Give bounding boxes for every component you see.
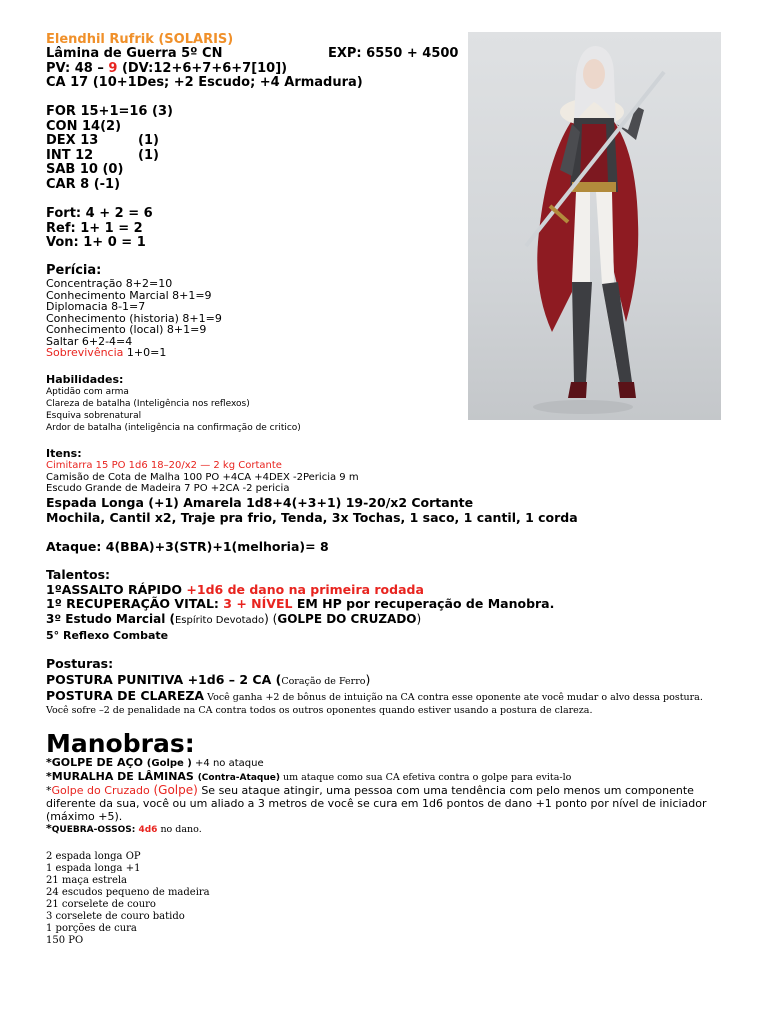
attr-label: DEX 13 (46, 133, 99, 148)
ability-item: Esquiva sobrenatural (46, 411, 142, 421)
posture-clareza (46, 689, 726, 717)
maneuver-3 (46, 784, 726, 823)
inventory-item: 21 maça estrela (46, 875, 128, 886)
maneuver-1 (46, 757, 726, 771)
skills-title: Perícia: (46, 263, 102, 278)
attr-label: FOR 15+1=16 (3) (46, 104, 173, 119)
class-level (46, 47, 466, 62)
item-longsword: Espada Longa (+1) Amarela 1d8+4(+3+1) 19-20/x2 Cortante (46, 494, 474, 510)
hp-rest: (DV:12+6+7+6+7[10]) (117, 60, 288, 76)
maneuver-effect: +4 no ataque (191, 758, 264, 769)
character-portrait (468, 32, 721, 420)
maneuver-bullet: * (46, 822, 52, 835)
save-von: Von: 1+ 0 = 1 (46, 235, 146, 250)
maneuver-type: (Golpe ) (146, 758, 192, 769)
maneuver-effect: no dano. (157, 824, 202, 835)
attr-mod: (1) (138, 147, 159, 163)
skill-item: Conhecimento Marcial 8+1=9 (46, 288, 212, 302)
attr-label: SAB 10 (0) (46, 162, 124, 177)
abilities-title: Habilidades: (46, 373, 124, 386)
save-fort: Fort: 4 + 2 = 6 (46, 206, 153, 221)
talent-name: 1ºASSALTO RÁPIDO (46, 581, 187, 597)
exp-value: EXP: 6550 + 4500 (328, 46, 459, 61)
maneuver-name: *GOLPE DE AÇO (46, 756, 147, 769)
inventory-item: 24 escudos pequeno de madeira (46, 887, 210, 898)
ability-item: Clareza de batalha (Inteligência nos reflexos) (46, 399, 250, 409)
item-gear: Mochila, Cantil x2, Traje pra frio, Tenda, 3x Tochas, 1 saco, 1 cantil, 1 corda (46, 509, 578, 525)
header (46, 33, 466, 91)
hit-points (46, 62, 466, 77)
maneuver-type: (Golpe) (149, 783, 198, 797)
maneuver-effect: um ataque como sua CA efetiva contra o golpe para evita-lo (279, 771, 572, 783)
item-scimitar: Cimitarra 15 PO 1d6 18–20/x2 — 2 kg Cortante (46, 460, 282, 471)
attack-section (46, 540, 726, 555)
talent-paren: ) ( (264, 611, 278, 626)
attributes (46, 105, 466, 192)
maneuver-bullet: * (46, 784, 52, 797)
talent-name: 3º Estudo Marcial ( (46, 611, 175, 626)
attr-car (46, 178, 466, 193)
class-level-text: Lâmina de Guerra 5º CN (46, 46, 223, 61)
hp-damage: 9 (108, 60, 118, 76)
talent-source: Espírito Devotado (174, 614, 265, 626)
inventory-item: 150 PO (46, 935, 84, 946)
skill-item: Saltar 6+2-4=4 (46, 334, 133, 348)
talents-section (46, 568, 726, 643)
maneuver-4 (46, 823, 726, 837)
maneuver-name: *MURALHA DE LÂMINAS (46, 769, 198, 783)
skills-section (46, 264, 466, 359)
ability-item: Aptidão com arma (46, 387, 129, 397)
talent-rest: EM HP por recuperação de Manobra. (292, 596, 555, 611)
posture-description: Você ganha +2 de bônus de intuição na CA contra esse oponente ate você mudar o alvo dessa postura. Você sofre –2 de penalidade na CA contra todos os outros oponentes quando estiver usando a postura de clareza. (46, 691, 703, 716)
attr-sab (46, 163, 466, 178)
talent-2 (46, 597, 726, 612)
talent-maneuver: GOLPE DO CRUZADO (277, 611, 417, 626)
talent-name: 1º RECUPERAÇÃO VITAL: (46, 596, 224, 611)
knight-illustration (468, 32, 721, 420)
save-ref: Ref: 1+ 1 = 2 (46, 220, 143, 236)
inventory-list (46, 851, 726, 947)
attr-for (46, 105, 466, 120)
item-chainmail: Camisão de Cota de Malha 100 PO +4CA +4DEX -2Pericia 9 m (46, 471, 359, 483)
skill-item: Diplomacia 8-1=7 (46, 300, 146, 313)
talent-4: 5° Reflexo Combate (46, 628, 169, 642)
skill-item: Conhecimento (historia) 8+1=9 (46, 311, 222, 325)
postures-title: Posturas: (46, 656, 114, 671)
inventory-item: 1 porções de cura (46, 923, 137, 934)
posture-name: POSTURA DE CLAREZA (46, 687, 205, 703)
attr-label: CAR 8 (-1) (46, 176, 121, 192)
survival-value: 1+0=1 (123, 346, 167, 359)
maneuvers-section (46, 731, 726, 837)
talent-paren-close: ) (416, 611, 422, 626)
inventory-item: 21 corselete de couro (46, 899, 156, 910)
saving-throws (46, 207, 466, 251)
armor-class: CA 17 (10+1Des; +2 Escudo; +4 Armadura) (46, 75, 363, 90)
maneuver-name: Golpe do Cruzado (51, 784, 150, 797)
posture-name: POSTURA PUNITIVA +1d6 – 2 CA ( (46, 671, 282, 687)
talent-3 (46, 612, 726, 628)
attr-label: INT 12 (46, 147, 94, 163)
maneuver-effect: Se seu ataque atingir, uma pessoa com uma tendência com pelo menos um componente diferente da sua, você ou um aliado a 3 metros de você se cura em 1d6 pontos de dano +1 ponto por nível de iniciador (máximo +5). (46, 784, 707, 823)
posture-punitiva (46, 672, 726, 689)
skill-survival (46, 347, 466, 359)
maneuver-2 (46, 771, 726, 785)
talent-effect: 3 + NÍVEL (223, 596, 293, 611)
talents-title: Talentos: (46, 567, 111, 582)
character-name: Elendhil Rufrik (SOLARIS) (46, 32, 234, 47)
posture-paren-close: ) (365, 671, 371, 687)
maneuver-damage: 4d6 (135, 825, 158, 835)
maneuver-type: (Contra-Ataque) (197, 772, 280, 783)
maneuvers-title: Manobras: (46, 729, 195, 758)
talent-1 (46, 583, 726, 598)
attack-bonus: Ataque: 4(BBA)+3(STR)+1(melhoria)= 8 (46, 539, 329, 554)
attr-label: CON 14(2) (46, 118, 122, 134)
ability-item: Ardor de batalha (inteligência na confirmação de critico) (46, 423, 301, 433)
survival-label: Sobrevivência (46, 346, 124, 359)
attr-con (46, 120, 466, 135)
inventory-item: 1 espada longa +1 (46, 863, 141, 874)
inventory-item: 2 espada longa OP (46, 851, 141, 862)
item-shield: Escudo Grande de Madeira 7 PO +2CA -2 pericia (46, 483, 290, 494)
attr-int (46, 149, 466, 164)
talent-effect: +1d6 de dano na primeira rodada (186, 581, 424, 597)
attr-dex (46, 134, 466, 149)
skill-item: Concentração 8+2=10 (46, 277, 173, 290)
skill-item: Conhecimento (local) 8+1=9 (46, 323, 207, 336)
items-section (46, 447, 726, 525)
abilities-section (46, 373, 466, 434)
maneuver-name: QUEBRA-OSSOS: (51, 825, 136, 835)
attr-mod: (1) (138, 133, 159, 148)
hp-prefix: PV: 48 – (46, 60, 109, 76)
inventory-item: 3 corselete de couro batido (46, 911, 185, 922)
items-title: Itens: (46, 447, 82, 460)
postures-section (46, 657, 726, 717)
posture-source: Coração de Ferro (281, 675, 366, 687)
